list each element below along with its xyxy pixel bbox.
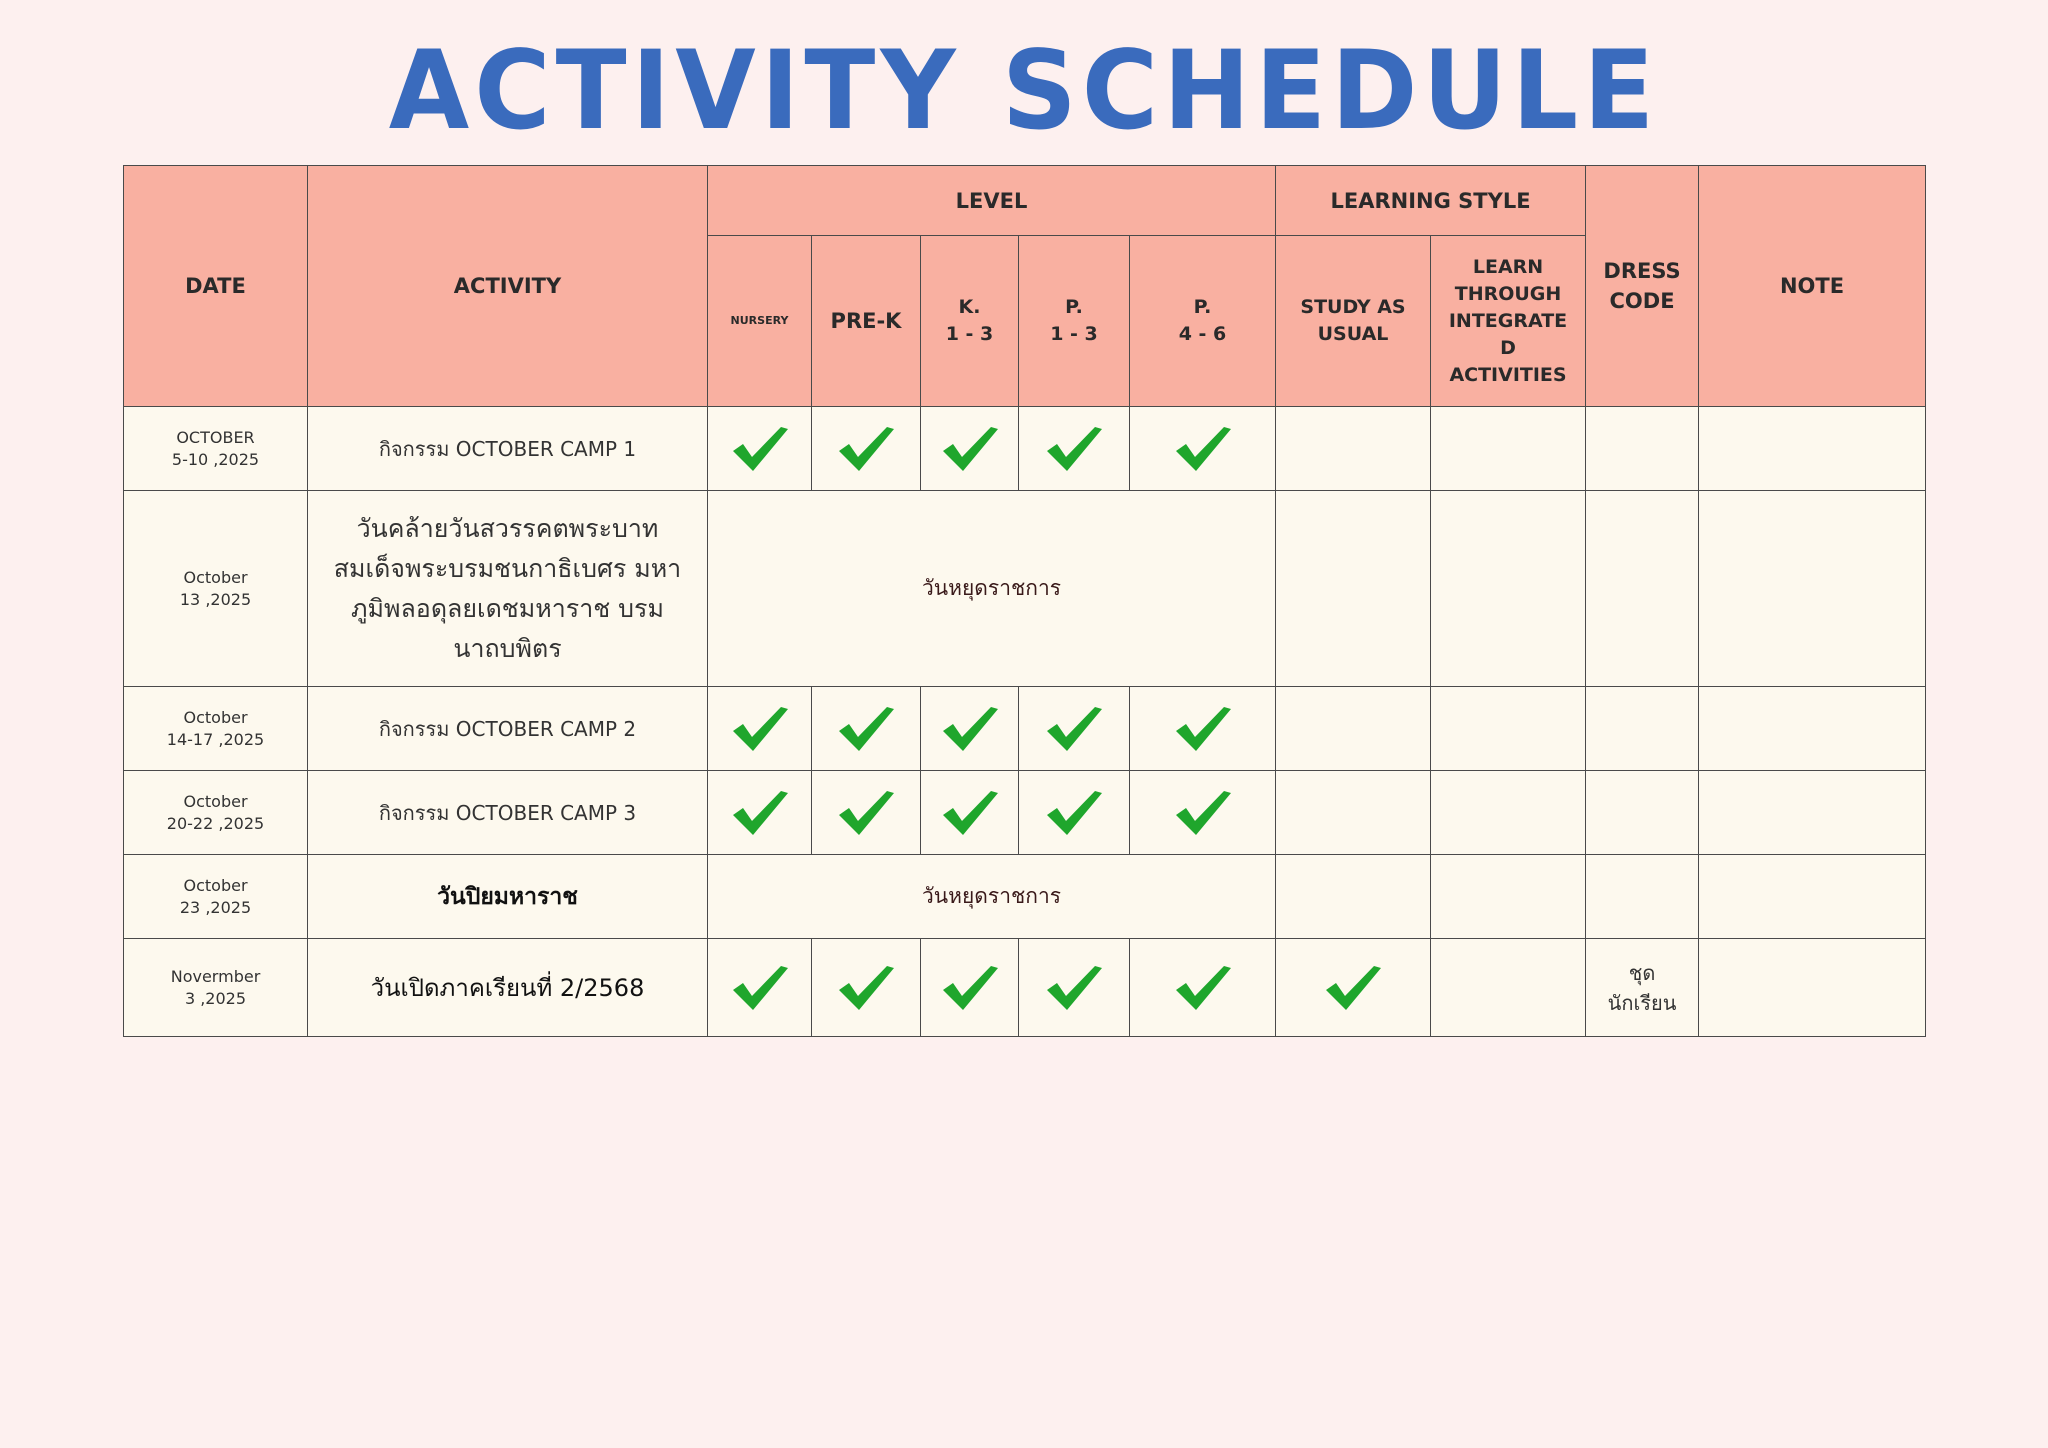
row3-check-k13 — [921, 687, 1019, 771]
header-level-nursery: NURSERY — [708, 236, 812, 407]
row6-dress — [1586, 939, 1699, 1037]
row4-style-study — [1276, 771, 1431, 855]
row1-dress — [1586, 407, 1699, 491]
table-row — [124, 771, 1926, 855]
check-icon — [941, 963, 999, 1013]
check-icon — [1045, 704, 1103, 754]
row2-activity-line4: นาถบพิตร — [453, 633, 562, 663]
row2-date — [124, 491, 308, 687]
row3-date-line2: 14-17 ,2025 — [166, 729, 265, 749]
row1-check-k13 — [921, 407, 1019, 491]
header-level-p13-line1: P. — [1065, 296, 1083, 318]
check-icon — [731, 704, 789, 754]
row4-check-k13 — [921, 771, 1019, 855]
row2-activity-line1: วันคล้ายวันสวรรคตพระบาท — [356, 513, 659, 543]
row6-note — [1699, 939, 1926, 1037]
header-level-p46 — [1130, 236, 1276, 407]
header-level-prek: PRE-K — [812, 236, 921, 407]
row4-check-p13 — [1019, 771, 1130, 855]
row6-date — [124, 939, 308, 1037]
row5-date-line2: 23 ,2025 — [179, 897, 252, 917]
check-icon — [1174, 788, 1232, 838]
header-dress-code-label: DRESS CODE — [1603, 259, 1681, 313]
header-style-study — [1276, 236, 1431, 407]
header-dress-code — [1586, 166, 1699, 407]
row3-style-study — [1276, 687, 1431, 771]
row1-style-study — [1276, 407, 1431, 491]
header-level-k13-line1: K. — [958, 296, 981, 318]
row2-activity — [308, 491, 708, 687]
header-learning-style: LEARNING STYLE — [1276, 166, 1586, 236]
page-title: ACTIVITY SCHEDULE — [388, 25, 1660, 155]
header-level-p46-line2: 4 - 6 — [1178, 323, 1227, 345]
header-style-study-line2: USUAL — [1317, 323, 1389, 345]
header-style-learn-line3: INTEGRATE — [1448, 309, 1568, 332]
row5-holiday: วันหยุดราชการ — [708, 855, 1276, 939]
row6-style-study — [1276, 939, 1431, 1037]
row2-activity-line2: สมเด็จพระบรมชนกาธิเบศร มหา — [333, 553, 682, 583]
row4-date — [124, 771, 308, 855]
row6-check-nursery — [708, 939, 812, 1037]
row5-dress — [1586, 855, 1699, 939]
row4-check-prek — [812, 771, 921, 855]
header-level-p13 — [1019, 236, 1130, 407]
row3-style-learn — [1431, 687, 1586, 771]
row1-check-prek — [812, 407, 921, 491]
row4-note — [1699, 771, 1926, 855]
row6-check-p46 — [1130, 939, 1276, 1037]
check-icon — [941, 788, 999, 838]
row4-style-learn — [1431, 771, 1586, 855]
header-level-p46-line1: P. — [1193, 296, 1212, 318]
row6-dress-line2: นักเรียน — [1607, 990, 1677, 1015]
row6-style-learn — [1431, 939, 1586, 1037]
row4-check-p46 — [1130, 771, 1276, 855]
row6-date-line1: Novermber — [170, 966, 261, 986]
row1-date-line2: 5-10 ,2025 — [171, 449, 260, 469]
row1-date-line1: OCTOBER — [176, 427, 255, 447]
row1-check-p46 — [1130, 407, 1276, 491]
row2-date-line1: October — [183, 567, 248, 587]
row3-check-p13 — [1019, 687, 1130, 771]
check-icon — [731, 788, 789, 838]
row2-holiday: วันหยุดราชการ — [708, 491, 1276, 687]
row6-date-line2: 3 ,2025 — [184, 988, 247, 1008]
header-level-k13-line2: 1 - 3 — [945, 323, 994, 345]
row2-date-line2: 13 ,2025 — [179, 589, 252, 609]
table-row — [124, 939, 1926, 1037]
header-activity: ACTIVITY — [308, 166, 708, 407]
row3-date — [124, 687, 308, 771]
row1-date — [124, 407, 308, 491]
check-icon — [1045, 424, 1103, 474]
row2-style-learn — [1431, 491, 1586, 687]
header-note: NOTE — [1699, 166, 1926, 407]
check-icon — [1174, 963, 1232, 1013]
row1-style-learn — [1431, 407, 1586, 491]
header-level: LEVEL — [708, 166, 1276, 236]
row3-check-nursery — [708, 687, 812, 771]
header-date: DATE — [124, 166, 308, 407]
check-icon — [731, 963, 789, 1013]
row2-note — [1699, 491, 1926, 687]
row6-dress-line1: ชุด — [1628, 960, 1656, 985]
schedule-table — [123, 165, 1926, 1037]
row3-date-line1: October — [183, 707, 248, 727]
row6-check-k13 — [921, 939, 1019, 1037]
row4-dress — [1586, 771, 1699, 855]
check-icon — [941, 424, 999, 474]
row2-activity-line3: ภูมิพลอดุลยเดชมหาราช บรม — [351, 593, 664, 623]
row4-date-line1: October — [183, 791, 248, 811]
check-icon — [837, 424, 895, 474]
row3-activity: กิจกรรม OCTOBER CAMP 2 — [308, 687, 708, 771]
check-icon — [1045, 788, 1103, 838]
row6-check-prek — [812, 939, 921, 1037]
row5-note — [1699, 855, 1926, 939]
header-style-learn — [1431, 236, 1586, 407]
table-row — [124, 491, 1926, 687]
row1-check-nursery — [708, 407, 812, 491]
row2-style-study — [1276, 491, 1431, 687]
row4-activity: กิจกรรม OCTOBER CAMP 3 — [308, 771, 708, 855]
row5-style-study — [1276, 855, 1431, 939]
table-row — [124, 855, 1926, 939]
header-style-learn-line4: D — [1500, 336, 1516, 359]
row5-date — [124, 855, 308, 939]
check-icon — [1324, 963, 1382, 1013]
row2-dress — [1586, 491, 1699, 687]
row5-style-learn — [1431, 855, 1586, 939]
header-style-learn-line2: THROUGH — [1454, 282, 1562, 305]
check-icon — [837, 704, 895, 754]
check-icon — [1174, 704, 1232, 754]
table-row — [124, 407, 1926, 491]
row6-activity: วันเปิดภาคเรียนที่ 2/2568 — [308, 939, 708, 1037]
row4-date-line2: 20-22 ,2025 — [166, 813, 265, 833]
row5-date-line1: October — [183, 875, 248, 895]
row5-activity: วันปิยมหาราช — [308, 855, 708, 939]
row1-note — [1699, 407, 1926, 491]
row3-check-prek — [812, 687, 921, 771]
header-level-k13 — [921, 236, 1019, 407]
check-icon — [941, 704, 999, 754]
row1-activity: กิจกรรม OCTOBER CAMP 1 — [308, 407, 708, 491]
check-icon — [731, 424, 789, 474]
row1-check-p13 — [1019, 407, 1130, 491]
row3-check-p46 — [1130, 687, 1276, 771]
header-style-study-line1: STUDY AS — [1300, 296, 1406, 318]
table-row — [124, 687, 1926, 771]
row3-dress — [1586, 687, 1699, 771]
header-style-learn-line1: LEARN — [1472, 255, 1544, 278]
row4-check-nursery — [708, 771, 812, 855]
check-icon — [837, 788, 895, 838]
header-level-p13-line2: 1 - 3 — [1050, 323, 1098, 345]
row6-check-p13 — [1019, 939, 1130, 1037]
check-icon — [837, 963, 895, 1013]
check-icon — [1174, 424, 1232, 474]
check-icon — [1045, 963, 1103, 1013]
header-style-learn-line5: ACTIVITIES — [1449, 363, 1567, 386]
row3-note — [1699, 687, 1926, 771]
